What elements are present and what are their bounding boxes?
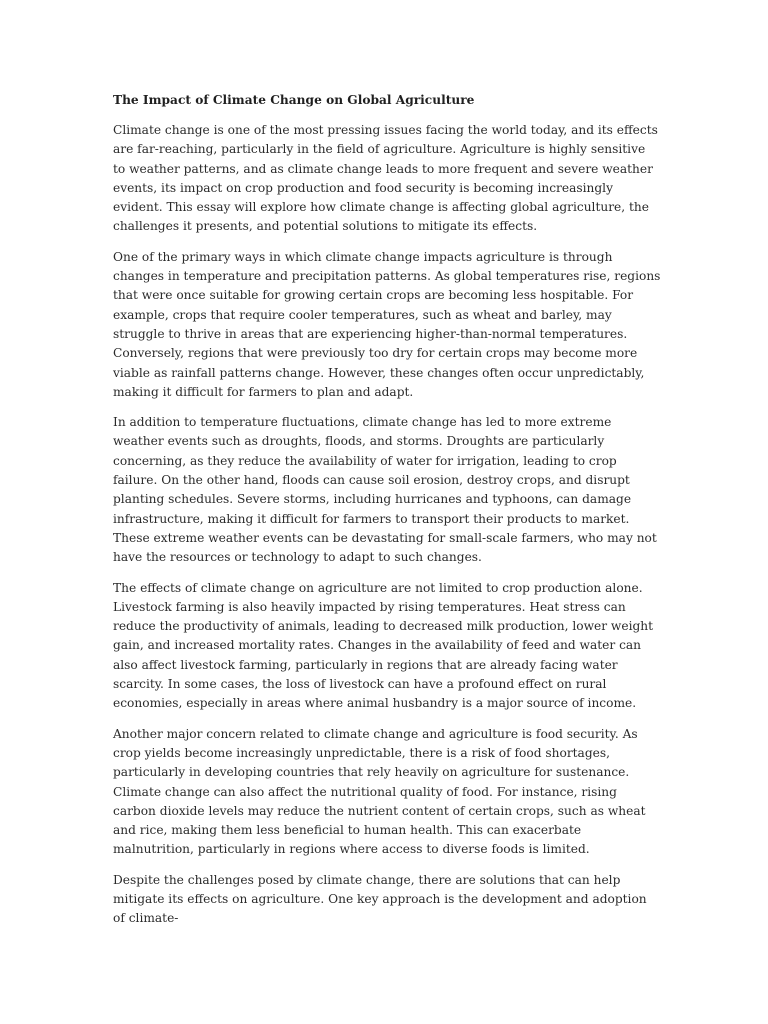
paragraph-1: Climate change is one of the most pressing issues facing the world today, and its effects are far-reaching, particularly in the field of agriculture. Agriculture is highly sensitive to weather patterns, and as climate change leads to more frequent and severe weather events, its impact on crop production and food security is becoming increasingly evident. This essay will explore how climate change is affecting global agriculture, the challenges it presents, and potential solutions to mitigate its effects. — [113, 123, 658, 234]
paragraph-4: The effects of climate change on agriculture are not limited to crop production alone. Livestock farming is also heavily impacted by rising temperatures. Heat stress can reduce the productivity of animals, leading to decreased milk production, lower weight gain, and increased mortality rates. Changes in the availability of feed and water can also affect livestock farming, particularly in regions that are already facing water scarcity. In some cases, the loss of livestock can have a profound effect on rural economies, especially in areas where animal husbandry is a major source of income. — [113, 580, 654, 711]
paragraph-6: Despite the challenges posed by climate change, there are solutions that can help mitigate its effects on agriculture. One key approach is the development and adoption of climate- — [113, 872, 647, 926]
paragraph-2: One of the primary ways in which climate change impacts agriculture is through changes in temperature and precipitation patterns. As global temperatures rise, regions that were once suitable for growing certain crops are becoming less hospitable. For example, crops that require cooler temperatures, such as wheat and barley, may struggle to thrive in areas that are experiencing higher-than-normal temperatures. Conversely, regions that were previously too dry for certain crops may become more viable as rainfall patterns change. However, these changes often occur unpredictably, making it difficult for farmers to plan and adapt. — [113, 249, 661, 399]
document-body — [113, 90, 661, 940]
paragraph-5: Another major concern related to climate change and agriculture is food security. As crop yields become increasingly unpredictable, there is a risk of food shortages, particularly in developing countries that rely heavily on agriculture for sustenance. Climate change can also affect the nutritional quality of food. For instance, rising carbon dioxide levels may reduce the nutrient content of certain crops, such as wheat and rice, making them less beneficial to human health. This can exacerbate malnutrition, particularly in regions where access to diverse foods is limited. — [113, 726, 646, 857]
document-title: The Impact of Climate Change on Global Agriculture — [113, 93, 475, 107]
paragraph-3: In addition to temperature fluctuations, climate change has led to more extreme weather events such as droughts, floods, and storms. Droughts are particularly concerning, as they reduce the availability of water for irrigation, leading to crop failure. On the other hand, floods can cause soil erosion, destroy crops, and disrupt planting schedules. Severe storms, including hurricanes and typhoons, can damage infrastructure, making it difficult for farmers to transport their products to market. These extreme weather events can be devastating for small-scale farmers, who may not have the resources or technology to adapt to such changes. — [113, 415, 657, 565]
